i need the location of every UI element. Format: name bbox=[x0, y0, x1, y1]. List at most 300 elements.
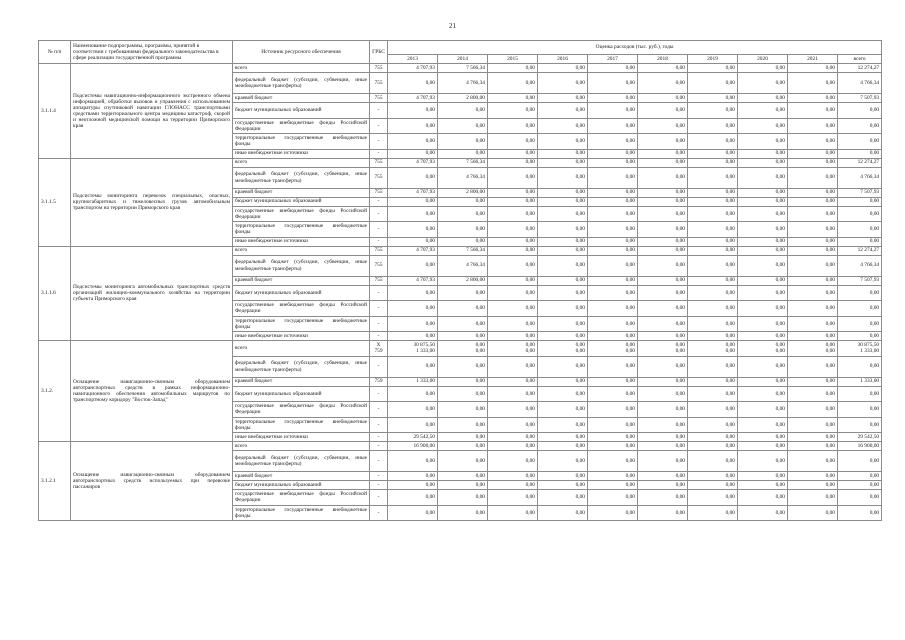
amount-cell: 0,00 bbox=[538, 73, 588, 94]
grbs-code: - bbox=[370, 505, 388, 521]
amount-cell: 0,00 bbox=[538, 246, 588, 255]
amount-cell: 0,00 bbox=[588, 377, 638, 386]
amount-line: 0,00 bbox=[775, 348, 785, 355]
amount-cell: 0,00 bbox=[788, 118, 838, 134]
grbs-code: - bbox=[370, 332, 388, 341]
amount-cell: 0,00 bbox=[738, 433, 788, 442]
amount-cell: 0,00 bbox=[688, 402, 738, 418]
amount-cell: 0,00 bbox=[388, 332, 438, 341]
grbs-code: - bbox=[370, 197, 388, 206]
funding-source: бюджет муниципальных образований bbox=[233, 197, 370, 206]
amount-cell: 0,00 bbox=[588, 402, 638, 418]
funding-source: федеральный бюджет (субсидии, субвенции, иные межбюджетные трансферты) bbox=[233, 255, 370, 276]
amount-line: 0,00 bbox=[475, 348, 485, 355]
amount-cell: 16 900,00 bbox=[388, 442, 438, 451]
amount-cell: 0,00 bbox=[588, 276, 638, 285]
header-source: Источник ресурсного обеспечения bbox=[233, 41, 370, 64]
amount-cell: 0,00 bbox=[588, 188, 638, 197]
budget-table bbox=[38, 40, 882, 521]
amount-cell: 0,00 bbox=[488, 285, 538, 301]
amount-cell: 0,00 bbox=[388, 356, 438, 377]
amount-cell bbox=[588, 341, 638, 357]
amount-cell: 0,00 bbox=[488, 103, 538, 119]
funding-source: федеральный бюджет (субсидии, субвенции, иные межбюджетные трансферты) bbox=[233, 451, 370, 472]
funding-source: федеральный бюджет (субсидии, субвенции, иные межбюджетные трансферты) bbox=[233, 356, 370, 377]
amount-cell: 0,00 bbox=[688, 451, 738, 472]
amount-line: 0,00 bbox=[625, 348, 635, 355]
amount-cell bbox=[388, 341, 438, 357]
grbs-code: - bbox=[370, 103, 388, 119]
funding-source: иные внебюджетные источники bbox=[233, 149, 370, 158]
amount-cell: 0,00 bbox=[488, 118, 538, 134]
amount-cell: 0,00 bbox=[688, 316, 738, 332]
amount-cell: 0,00 bbox=[538, 301, 588, 317]
amount-cell: 0,00 bbox=[588, 490, 638, 506]
amount-cell: 0,00 bbox=[438, 197, 488, 206]
amount-cell: 0,00 bbox=[488, 94, 538, 103]
amount-cell: 0,00 bbox=[488, 481, 538, 490]
amount-cell: 0,00 bbox=[438, 451, 488, 472]
amount-cell: 0,00 bbox=[738, 301, 788, 317]
amount-cell: 0,00 bbox=[538, 386, 588, 402]
amount-cell: 0,00 bbox=[388, 285, 438, 301]
amount-cell: 0,00 bbox=[738, 149, 788, 158]
amount-cell: 0,00 bbox=[588, 158, 638, 167]
funding-source: федеральный бюджет (субсидии, субвенции, иные межбюджетные трансферты) bbox=[233, 167, 370, 188]
amount-cell: 0,00 bbox=[738, 402, 788, 418]
amount-line: 0,00 bbox=[475, 342, 485, 349]
amount-cell: 0,00 bbox=[638, 402, 688, 418]
amount-cell: 0,00 bbox=[488, 255, 538, 276]
amount-cell: 0,00 bbox=[738, 197, 788, 206]
amount-cell: 0,00 bbox=[838, 490, 882, 506]
amount-cell: 0,00 bbox=[788, 356, 838, 377]
amount-line: 1 333,00 bbox=[416, 348, 435, 355]
amount-cell: 0,00 bbox=[788, 332, 838, 341]
amount-cell: 0,00 bbox=[388, 451, 438, 472]
amount-cell: 0,00 bbox=[688, 472, 738, 481]
amount-cell: 0,00 bbox=[488, 73, 538, 94]
amount-cell bbox=[538, 341, 588, 357]
amount-cell: 0,00 bbox=[838, 149, 882, 158]
amount-cell: 0,00 bbox=[738, 73, 788, 94]
funding-source: государственные внебюджетные фонды Российской Федерации bbox=[233, 402, 370, 418]
amount-cell: 0,00 bbox=[488, 332, 538, 341]
grbs-code: - bbox=[370, 386, 388, 402]
amount-cell: 0,00 bbox=[538, 316, 588, 332]
grbs-code: - bbox=[370, 118, 388, 134]
amount-cell: 0,00 bbox=[488, 402, 538, 418]
amount-cell: 0,00 bbox=[538, 332, 588, 341]
amount-cell: 0,00 bbox=[688, 505, 738, 521]
amount-cell: 0,00 bbox=[588, 316, 638, 332]
header-year: 2020 bbox=[738, 55, 788, 64]
amount-cell: 0,00 bbox=[388, 167, 438, 188]
amount-cell: 0,00 bbox=[488, 149, 538, 158]
funding-source: всего bbox=[233, 158, 370, 167]
funding-source: государственные внебюджетные фонды Российской Федерации bbox=[233, 301, 370, 317]
amount-cell: 0,00 bbox=[438, 433, 488, 442]
amount-cell: 0,00 bbox=[838, 332, 882, 341]
funding-source: государственные внебюджетные фонды Российской Федерации bbox=[233, 118, 370, 134]
item-code: 3.1.1.5 bbox=[39, 158, 71, 246]
header-estimate: Оценка расходов (тыс. руб.), годы bbox=[388, 41, 882, 55]
grbs-code: 755 bbox=[370, 246, 388, 255]
amount-cell: 0,00 bbox=[688, 64, 738, 73]
amount-cell: 0,00 bbox=[688, 332, 738, 341]
page-number: 21 bbox=[449, 22, 456, 30]
amount-cell: 0,00 bbox=[788, 158, 838, 167]
amount-line: 0,00 bbox=[575, 342, 585, 349]
funding-source: государственные внебюджетные фонды Российской Федерации bbox=[233, 490, 370, 506]
amount-cell: 0,00 bbox=[538, 197, 588, 206]
funding-source: всего bbox=[233, 442, 370, 451]
amount-cell: 0,00 bbox=[488, 442, 538, 451]
amount-cell: 0,00 bbox=[688, 481, 738, 490]
amount-cell: 0,00 bbox=[588, 149, 638, 158]
amount-cell: 0,00 bbox=[538, 134, 588, 150]
amount-cell: 0,00 bbox=[688, 442, 738, 451]
amount-cell: 0,00 bbox=[688, 118, 738, 134]
amount-cell: 0,00 bbox=[538, 222, 588, 238]
table-row bbox=[39, 64, 882, 73]
amount-cell: 0,00 bbox=[688, 237, 738, 246]
header-year: 2017 bbox=[588, 55, 638, 64]
funding-source: территориальные государственные внебюджетные фонды bbox=[233, 417, 370, 433]
amount-cell: 0,00 bbox=[388, 505, 438, 521]
amount-cell: 0,00 bbox=[438, 118, 488, 134]
amount-cell: 0,00 bbox=[838, 316, 882, 332]
amount-cell: 0,00 bbox=[788, 377, 838, 386]
amount-cell: 0,00 bbox=[538, 505, 588, 521]
funding-source: территориальные государственные внебюджетные фонды bbox=[233, 505, 370, 521]
amount-cell: 0,00 bbox=[638, 167, 688, 188]
header-year: 2013 bbox=[388, 55, 438, 64]
amount-cell: 0,00 bbox=[688, 158, 738, 167]
amount-cell: 0,00 bbox=[738, 490, 788, 506]
amount-cell: 0,00 bbox=[688, 222, 738, 238]
amount-cell: 0,00 bbox=[488, 377, 538, 386]
amount-cell: 0,00 bbox=[788, 276, 838, 285]
grbs-code-line: X bbox=[376, 342, 381, 349]
amount-cell: 0,00 bbox=[788, 237, 838, 246]
amount-cell: 0,00 bbox=[438, 103, 488, 119]
amount-cell: 0,00 bbox=[638, 206, 688, 222]
amount-cell: 4 707,93 bbox=[388, 188, 438, 197]
amount-cell: 0,00 bbox=[488, 451, 538, 472]
table-row bbox=[39, 158, 882, 167]
amount-cell: 0,00 bbox=[538, 206, 588, 222]
amount-cell: 4 766,34 bbox=[838, 167, 882, 188]
amount-cell: 0,00 bbox=[438, 149, 488, 158]
amount-cell: 0,00 bbox=[838, 386, 882, 402]
amount-cell: 7 507,93 bbox=[838, 276, 882, 285]
table-header bbox=[39, 41, 882, 64]
amount-cell: 0,00 bbox=[488, 490, 538, 506]
amount-cell: 0,00 bbox=[738, 472, 788, 481]
funding-source: иные внебюджетные источники bbox=[233, 332, 370, 341]
amount-cell: 0,00 bbox=[788, 134, 838, 150]
amount-cell: 0,00 bbox=[438, 481, 488, 490]
amount-line: 0,00 bbox=[825, 342, 835, 349]
amount-cell: 0,00 bbox=[588, 206, 638, 222]
amount-cell: 0,00 bbox=[438, 402, 488, 418]
amount-cell: 4 707,93 bbox=[388, 94, 438, 103]
amount-cell: 0,00 bbox=[638, 451, 688, 472]
amount-cell: 0,00 bbox=[638, 158, 688, 167]
amount-cell: 0,00 bbox=[438, 386, 488, 402]
amount-line: 30 875,50 bbox=[857, 342, 880, 349]
amount-line: 0,00 bbox=[575, 348, 585, 355]
grbs-code: 755 bbox=[370, 167, 388, 188]
amount-cell: 0,00 bbox=[388, 197, 438, 206]
header-year: 2019 bbox=[688, 55, 738, 64]
amount-cell: 0,00 bbox=[538, 451, 588, 472]
grbs-code: 759 bbox=[370, 377, 388, 386]
amount-cell: 0,00 bbox=[838, 356, 882, 377]
amount-cell: 0,00 bbox=[738, 222, 788, 238]
amount-cell: 0,00 bbox=[538, 490, 588, 506]
amount-cell: 0,00 bbox=[488, 222, 538, 238]
amount-cell: 0,00 bbox=[788, 472, 838, 481]
amount-cell: 0,00 bbox=[588, 356, 638, 377]
amount-cell: 0,00 bbox=[588, 285, 638, 301]
grbs-code: - bbox=[370, 237, 388, 246]
amount-cell: 0,00 bbox=[638, 222, 688, 238]
amount-cell: 0,00 bbox=[788, 402, 838, 418]
amount-cell: 0,00 bbox=[588, 134, 638, 150]
amount-cell: 1 333,00 bbox=[388, 377, 438, 386]
amount-cell: 0,00 bbox=[638, 276, 688, 285]
amount-cell: 2 800,00 bbox=[438, 276, 488, 285]
grbs-code: - bbox=[370, 356, 388, 377]
amount-cell: 0,00 bbox=[538, 472, 588, 481]
amount-cell: 0,00 bbox=[538, 402, 588, 418]
amount-cell: 0,00 bbox=[738, 188, 788, 197]
amount-cell: 0,00 bbox=[388, 134, 438, 150]
amount-cell: 12 274,27 bbox=[838, 246, 882, 255]
amount-cell: 1 333,00 bbox=[838, 377, 882, 386]
grbs-code: 755 bbox=[370, 188, 388, 197]
amount-cell: 0,00 bbox=[738, 356, 788, 377]
amount-cell: 0,00 bbox=[738, 118, 788, 134]
amount-cell: 0,00 bbox=[738, 386, 788, 402]
amount-cell: 0,00 bbox=[838, 417, 882, 433]
amount-cell: 0,00 bbox=[588, 197, 638, 206]
amount-cell: 0,00 bbox=[638, 442, 688, 451]
funding-source: всего bbox=[233, 341, 370, 357]
amount-cell: 7 566,34 bbox=[438, 158, 488, 167]
item-code: 3.1.1.4 bbox=[39, 64, 71, 159]
funding-source: федеральный бюджет (субсидии, субвенции, иные межбюджетные трансферты) bbox=[233, 73, 370, 94]
amount-cell: 0,00 bbox=[738, 316, 788, 332]
amount-cell: 0,00 bbox=[788, 197, 838, 206]
amount-cell: 0,00 bbox=[438, 505, 488, 521]
amount-cell bbox=[488, 341, 538, 357]
amount-cell: 0,00 bbox=[638, 246, 688, 255]
amount-cell: 0,00 bbox=[588, 118, 638, 134]
amount-cell: 0,00 bbox=[838, 222, 882, 238]
amount-cell: 0,00 bbox=[838, 451, 882, 472]
amount-cell: 0,00 bbox=[788, 481, 838, 490]
amount-cell: 0,00 bbox=[738, 451, 788, 472]
amount-cell: 0,00 bbox=[488, 417, 538, 433]
amount-line: 0,00 bbox=[525, 348, 535, 355]
amount-cell: 0,00 bbox=[538, 149, 588, 158]
amount-cell: 0,00 bbox=[838, 481, 882, 490]
amount-cell: 0,00 bbox=[738, 64, 788, 73]
amount-cell: 29 542,50 bbox=[838, 433, 882, 442]
item-name: Оснащение навигационно-связным оборудованием автотранспортных средств используемых при перевозке пассажиров bbox=[71, 442, 233, 521]
amount-line: 0,00 bbox=[625, 342, 635, 349]
amount-cell: 0,00 bbox=[738, 285, 788, 301]
amount-cell: 0,00 bbox=[688, 103, 738, 119]
amount-cell bbox=[438, 341, 488, 357]
amount-cell: 0,00 bbox=[538, 94, 588, 103]
amount-cell: 0,00 bbox=[688, 167, 738, 188]
amount-cell: 0,00 bbox=[688, 197, 738, 206]
item-code: 3.1.2. bbox=[39, 341, 71, 442]
item-name: Подсистемы мониторинга автомобильных транспортных средств организаций жилищно-коммунального хозяйства на территории субъекта Приморского края bbox=[71, 246, 233, 341]
header-name: Наименование подпрограммы, программы, принятой в соответствии с требованиями федерального законодательства в сфере реализации государственной программы bbox=[71, 41, 233, 64]
amount-cell: 0,00 bbox=[588, 64, 638, 73]
amount-cell: 0,00 bbox=[838, 197, 882, 206]
amount-cell: 7 507,93 bbox=[838, 94, 882, 103]
amount-cell: 0,00 bbox=[638, 481, 688, 490]
amount-cell: 0,00 bbox=[638, 472, 688, 481]
amount-cell: 0,00 bbox=[438, 377, 488, 386]
amount-cell: 12 274,27 bbox=[838, 64, 882, 73]
table-row bbox=[39, 246, 882, 255]
amount-cell: 0,00 bbox=[788, 64, 838, 73]
amount-cell: 0,00 bbox=[788, 301, 838, 317]
amount-cell: 0,00 bbox=[638, 285, 688, 301]
amount-cell: 0,00 bbox=[638, 103, 688, 119]
amount-cell: 0,00 bbox=[588, 73, 638, 94]
amount-cell: 0,00 bbox=[638, 490, 688, 506]
amount-cell: 0,00 bbox=[588, 451, 638, 472]
amount-cell: 0,00 bbox=[438, 316, 488, 332]
amount-cell: 0,00 bbox=[638, 433, 688, 442]
grbs-code-line: 759 bbox=[374, 348, 383, 355]
funding-source: территориальные государственные внебюджетные фонды bbox=[233, 134, 370, 150]
amount-cell: 0,00 bbox=[738, 505, 788, 521]
grbs-code bbox=[370, 341, 388, 357]
amount-cell: 0,00 bbox=[688, 490, 738, 506]
header-year: всего bbox=[838, 55, 882, 64]
amount-cell: 0,00 bbox=[488, 167, 538, 188]
header-year: 2021 bbox=[788, 55, 838, 64]
amount-cell: 0,00 bbox=[538, 64, 588, 73]
amount-cell: 0,00 bbox=[788, 255, 838, 276]
amount-cell: 0,00 bbox=[488, 433, 538, 442]
amount-cell: 0,00 bbox=[588, 246, 638, 255]
grbs-code: 755 bbox=[370, 73, 388, 94]
amount-cell: 0,00 bbox=[838, 206, 882, 222]
amount-cell: 0,00 bbox=[738, 158, 788, 167]
amount-cell: 0,00 bbox=[588, 167, 638, 188]
item-name: Оснащение навигационно-связным оборудованием автотранспортных средств в рамках информационно-навигационного обеспечения автомобильных маршрутов по транспортному коридору "Восток-Запад" bbox=[71, 341, 233, 442]
amount-cell: 4 707,93 bbox=[388, 158, 438, 167]
amount-cell: 0,00 bbox=[488, 237, 538, 246]
amount-line: 1 333,00 bbox=[860, 348, 880, 355]
amount-line: 0,00 bbox=[725, 342, 735, 349]
amount-cell: 0,00 bbox=[788, 246, 838, 255]
amount-line: 30 875,50 bbox=[413, 342, 435, 349]
amount-cell: 0,00 bbox=[638, 73, 688, 94]
grbs-code: - bbox=[370, 490, 388, 506]
amount-cell: 0,00 bbox=[638, 505, 688, 521]
amount-cell: 0,00 bbox=[838, 285, 882, 301]
amount-cell: 0,00 bbox=[538, 442, 588, 451]
amount-cell: 0,00 bbox=[838, 118, 882, 134]
amount-cell: 0,00 bbox=[488, 472, 538, 481]
amount-cell: 7 566,34 bbox=[438, 64, 488, 73]
amount-cell: 0,00 bbox=[438, 222, 488, 238]
amount-cell: 0,00 bbox=[588, 472, 638, 481]
amount-cell: 0,00 bbox=[638, 64, 688, 73]
amount-cell: 0,00 bbox=[438, 332, 488, 341]
amount-cell: 0,00 bbox=[438, 134, 488, 150]
header-grbs: ГРБС bbox=[370, 41, 388, 64]
amount-cell: 0,00 bbox=[538, 377, 588, 386]
amount-cell: 16 900,00 bbox=[838, 442, 882, 451]
amount-cell: 0,00 bbox=[588, 386, 638, 402]
amount-cell: 0,00 bbox=[788, 316, 838, 332]
amount-cell bbox=[688, 341, 738, 357]
funding-source: территориальные государственные внебюджетные фонды bbox=[233, 316, 370, 332]
amount-cell: 0,00 bbox=[388, 481, 438, 490]
amount-cell: 0,00 bbox=[588, 332, 638, 341]
grbs-code: - bbox=[370, 442, 388, 451]
amount-cell: 0,00 bbox=[838, 301, 882, 317]
amount-cell bbox=[788, 341, 838, 357]
amount-cell: 0,00 bbox=[688, 94, 738, 103]
amount-cell: 0,00 bbox=[588, 222, 638, 238]
amount-cell: 0,00 bbox=[638, 118, 688, 134]
amount-cell: 0,00 bbox=[738, 103, 788, 119]
amount-cell: 0,00 bbox=[688, 386, 738, 402]
header-num: № п/п bbox=[39, 41, 71, 64]
amount-cell: 0,00 bbox=[588, 442, 638, 451]
amount-cell: 0,00 bbox=[638, 134, 688, 150]
amount-cell: 4 766,34 bbox=[438, 73, 488, 94]
amount-cell: 0,00 bbox=[388, 316, 438, 332]
amount-cell: 0,00 bbox=[738, 246, 788, 255]
grbs-code: - bbox=[370, 417, 388, 433]
amount-cell: 0,00 bbox=[438, 356, 488, 377]
amount-cell: 0,00 bbox=[838, 237, 882, 246]
amount-cell: 0,00 bbox=[488, 316, 538, 332]
funding-source: краевой бюджет bbox=[233, 472, 370, 481]
amount-cell: 0,00 bbox=[738, 276, 788, 285]
amount-cell: 0,00 bbox=[738, 417, 788, 433]
amount-cell: 2 800,00 bbox=[438, 188, 488, 197]
funding-source: бюджет муниципальных образований bbox=[233, 386, 370, 402]
amount-cell: 0,00 bbox=[538, 481, 588, 490]
amount-cell: 4 707,93 bbox=[388, 64, 438, 73]
amount-cell: 0,00 bbox=[388, 206, 438, 222]
header-year: 2015 bbox=[488, 55, 538, 64]
item-name: Подсистемы мониторинга перевозок специальных, опасных, крупногабаритных и тяжеловесных грузов автомобильным транспортом на территории Приморского края bbox=[71, 158, 233, 246]
amount-cell: 0,00 bbox=[538, 356, 588, 377]
funding-source: территориальные государственные внебюджетные фонды bbox=[233, 222, 370, 238]
funding-source: краевой бюджет bbox=[233, 94, 370, 103]
amount-cell: 0,00 bbox=[388, 237, 438, 246]
funding-source: бюджет муниципальных образований bbox=[233, 103, 370, 119]
grbs-code: - bbox=[370, 451, 388, 472]
amount-cell: 0,00 bbox=[388, 386, 438, 402]
